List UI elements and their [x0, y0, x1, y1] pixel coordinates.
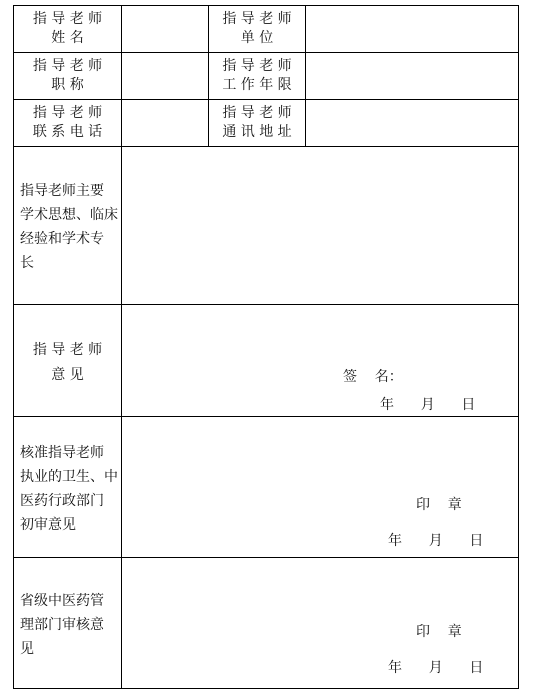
initial-review-label-line3: 医药行政部门 — [20, 493, 104, 509]
expertise-label-line1: 指导老师主要 — [20, 183, 104, 199]
expertise-label-line2: 学术思想、临床 — [20, 207, 118, 223]
provincial-review-label-line2: 理部门审核意 — [20, 617, 104, 633]
row-divider — [13, 99, 519, 100]
row-divider — [13, 557, 519, 558]
initial-review-date: 年 月 日 — [388, 533, 484, 549]
expertise-field[interactable] — [126, 152, 514, 298]
initial-review-seal-label: 印 章 — [416, 497, 462, 513]
name-label-line1: 指 导 老 师 — [32, 11, 103, 27]
row-divider — [13, 304, 519, 305]
table-border-top — [13, 5, 519, 6]
title-label-line1: 指 导 老 师 — [32, 58, 103, 74]
work-years-label-line1: 指 导 老 师 — [222, 58, 292, 74]
opinion-label-line1: 指 导 老 师 — [32, 342, 103, 358]
row-divider — [13, 146, 519, 147]
address-label-line1: 指 导 老 师 — [222, 105, 292, 121]
work-years-label-line2: 工 作 年 限 — [222, 77, 292, 93]
column-divider — [121, 5, 122, 689]
phone-label-line2: 联 系 电 话 — [32, 124, 103, 140]
table-border-right — [518, 5, 519, 689]
opinion-date: 年 月 日 — [380, 397, 476, 413]
provincial-review-label-line1: 省级中医药管 — [20, 593, 104, 609]
row-divider — [13, 52, 519, 53]
provincial-review-date: 年 月 日 — [388, 660, 484, 676]
name-label-line2: 姓 名 — [51, 30, 84, 46]
phone-label-line1: 指 导 老 师 — [32, 105, 103, 121]
expertise-label-line4: 长 — [20, 255, 34, 271]
column-divider — [305, 5, 306, 147]
initial-review-label-line1: 核准指导老师 — [20, 445, 104, 461]
opinion-label-line2: 意 见 — [51, 367, 84, 383]
provincial-review-label-line3: 见 — [20, 641, 34, 657]
row-divider — [13, 416, 519, 417]
unit-label-line1: 指 导 老 师 — [222, 11, 292, 27]
unit-label-line2: 单 位 — [240, 30, 274, 46]
provincial-review-seal-label: 印 章 — [416, 624, 462, 640]
initial-review-label-line2: 执业的卫生、中 — [20, 469, 118, 485]
signature-label: 签 名： — [343, 369, 403, 385]
title-label-line2: 职 称 — [51, 77, 84, 93]
expertise-label-line3: 经验和学术专 — [20, 231, 104, 247]
table-border-bottom — [13, 688, 519, 689]
initial-review-label-line4: 初审意见 — [20, 517, 76, 533]
address-label-line2: 通 讯 地 址 — [222, 124, 292, 140]
